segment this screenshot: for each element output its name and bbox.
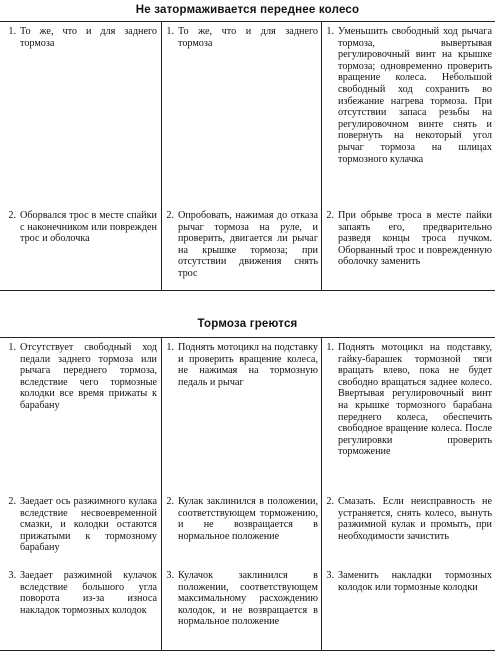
cell-text: При обрыве троса в месте пайки запаять его, предварительно разведя концы троса пучком. Оборванный трос и поврежденную оболочку заменить (338, 210, 492, 268)
item-number: 1. (166, 26, 174, 37)
column-check (161, 338, 322, 650)
cell-text: Кулачок заклинился в положении, соответствующем максимальному расхождению колодок, и не возвращается в нормальное положение (178, 570, 318, 628)
cell-text: Кулак заклинился в положении, соответствующем торможению, и не возвращается в нормальное положение (178, 496, 318, 542)
table-cell (322, 496, 495, 542)
table-brakes-heat (0, 337, 495, 651)
item-number: 2. (326, 496, 334, 507)
table-cell (0, 496, 161, 554)
item-number: 2. (8, 210, 16, 221)
item-number: 1. (166, 342, 174, 353)
cell-text: Опробовать, нажимая до отказа рычаг тормоза на руле, и проверить, двигается ли рычаг на крышке тормоза; при отсутствии движения снять трос (178, 210, 318, 279)
cell-text: То же, что и для заднего тормоза (178, 26, 318, 49)
cell-text: Поднять мотоцикл на подставку и проверить вращение колеса, не нажимая на тормозную педаль и рычаг (178, 342, 318, 388)
item-number: 3. (326, 570, 334, 581)
cell-text: Заедает ось разжимного кулака вследствие несвоевременной смазки, и колодки остаются прижатыми к тормозному барабану (20, 496, 157, 554)
table-cell (322, 26, 495, 165)
item-number: 2. (166, 210, 174, 221)
table-cell (0, 210, 161, 245)
table-cell (162, 210, 322, 280)
table-cell (162, 26, 322, 49)
cell-text: Заменить накладки тормозных колодок или тормозные колодки (338, 570, 492, 593)
table-cell (322, 570, 495, 593)
item-number: 1. (8, 26, 16, 37)
table-cell (162, 342, 322, 388)
section-heading-brakes-heat: Тормоза греются (197, 318, 298, 330)
column-remedy (321, 22, 495, 290)
item-number: 1. (8, 342, 16, 353)
item-number: 1. (326, 342, 334, 353)
column-remedy (321, 338, 495, 650)
cell-text: Заедает разжимной кулачок вследствие большого угла поворота из-за износа накладок тормозных колодок (20, 570, 157, 616)
item-number: 2. (326, 210, 334, 221)
cell-text: То же, что и для заднего тормоза (20, 26, 157, 49)
item-number: 2. (8, 496, 16, 507)
table-cell (162, 496, 322, 542)
table-front-wheel (0, 21, 495, 291)
table-cell (322, 342, 495, 458)
table-cell (0, 570, 161, 616)
table-cell (0, 342, 161, 412)
cell-text: Уменьшить свободный ход рычага тормоза, вывертывая регулировочный винт на крышке тормоза; одновременно проверить вращение колеса. Небольшой свободный ход сохранить во избежание нагрева тормоза. При отсутствии запаса резьбы на регулировочном винте снять и повернуть на некоторый угол рычаг тормоза на шлицах тормозного кулачка (338, 26, 492, 165)
cell-text: Поднять мотоцикл на подставку, гайку-барашек тормозной тяги вращать влево, пока не будет свободно вращаться заднее колесо. Ввертывая регулировочный винт на крышке тормозного барабана переднего колеса, обеспечить свободное вращение колеса. После регулировки проверить торможение (338, 342, 492, 458)
table-cell (322, 210, 495, 268)
item-number: 2. (166, 496, 174, 507)
table-cell (162, 570, 322, 628)
column-cause (0, 338, 161, 650)
item-number: 3. (8, 570, 16, 581)
cell-text: Отсутствует свободный ход педали заднего тормоза или рычага переднего тормоза, вследствие чего тормозные колодки все время прижаты к барабану (20, 342, 157, 411)
column-cause (0, 22, 161, 290)
cell-text: Оборвался трос в месте спайки с наконечником или поврежден трос и оболочка (20, 210, 157, 245)
table-cell (0, 26, 161, 49)
item-number: 3. (166, 570, 174, 581)
item-number: 1. (326, 26, 334, 37)
cell-text: Смазать. Если неисправность не устраняется, снять колесо, вынуть разжимной кулак и промыть, при необходимости зачистить (338, 496, 492, 542)
section-heading-front-wheel: Не затормаживается переднее колесо (135, 4, 360, 16)
column-check (161, 22, 322, 290)
